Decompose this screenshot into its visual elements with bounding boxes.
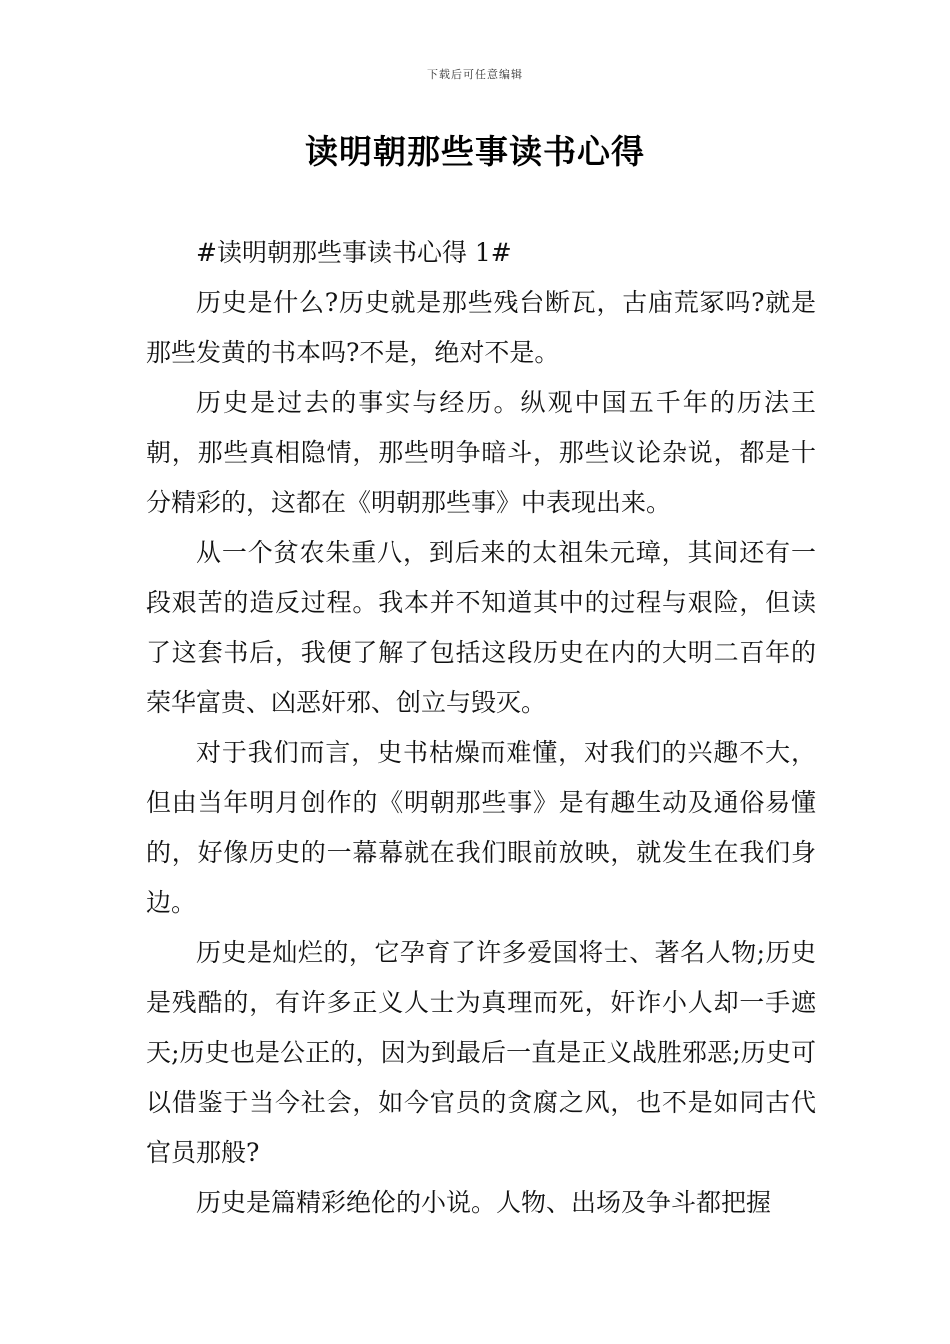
- paragraph: 对于我们而言，史书枯燥而难懂，对我们的兴趣不大，但由当年明月创作的《明朝那些事》是有趣生动及通俗易懂的，好像历史的一幕幕就在我们眼前放映，就发生在我们身边。: [146, 738, 816, 917]
- paragraph: 从一个贫农朱重八，到后来的太祖朱元璋，其间还有一段艰苦的造反过程。我本并不知道其中的过程与艰险，但读了这套书后，我便了解了包括这段历史在内的大明二百年的荣华富贵、凶恶奸邪、创立与毁灭。: [146, 538, 816, 717]
- paragraph: 历史是什么?历史就是那些残台断瓦，古庙荒冢吗?就是那些发黄的书本吗?不是，绝对不是。: [146, 288, 816, 367]
- paragraph: 历史是灿烂的，它孕育了许多爱国将士、著名人物;历史是残酷的，有许多正义人士为真理而死，奸诈小人却一手遮天;历史也是公正的，因为到最后一直是正义战胜邪恶;历史可以借鉴于当今社会，如今官员的贪腐之风，也不是如同古代官员那般?: [146, 938, 816, 1167]
- section-heading: #读明朝那些事读书心得 1#: [196, 238, 512, 267]
- header-note: 下载后可任意编辑: [427, 68, 523, 81]
- document-title: 读明朝那些事读书心得: [305, 132, 645, 171]
- paragraph: 历史是过去的事实与经历。纵观中国五千年的历法王朝，那些真相隐情，那些明争暗斗，那些议论杂说，都是十分精彩的，这都在《明朝那些事》中表现出来。: [146, 388, 816, 517]
- document-body: [146, 228, 816, 1228]
- paragraph: 历史是篇精彩绝伦的小说。人物、出场及争斗都把握: [196, 1188, 772, 1217]
